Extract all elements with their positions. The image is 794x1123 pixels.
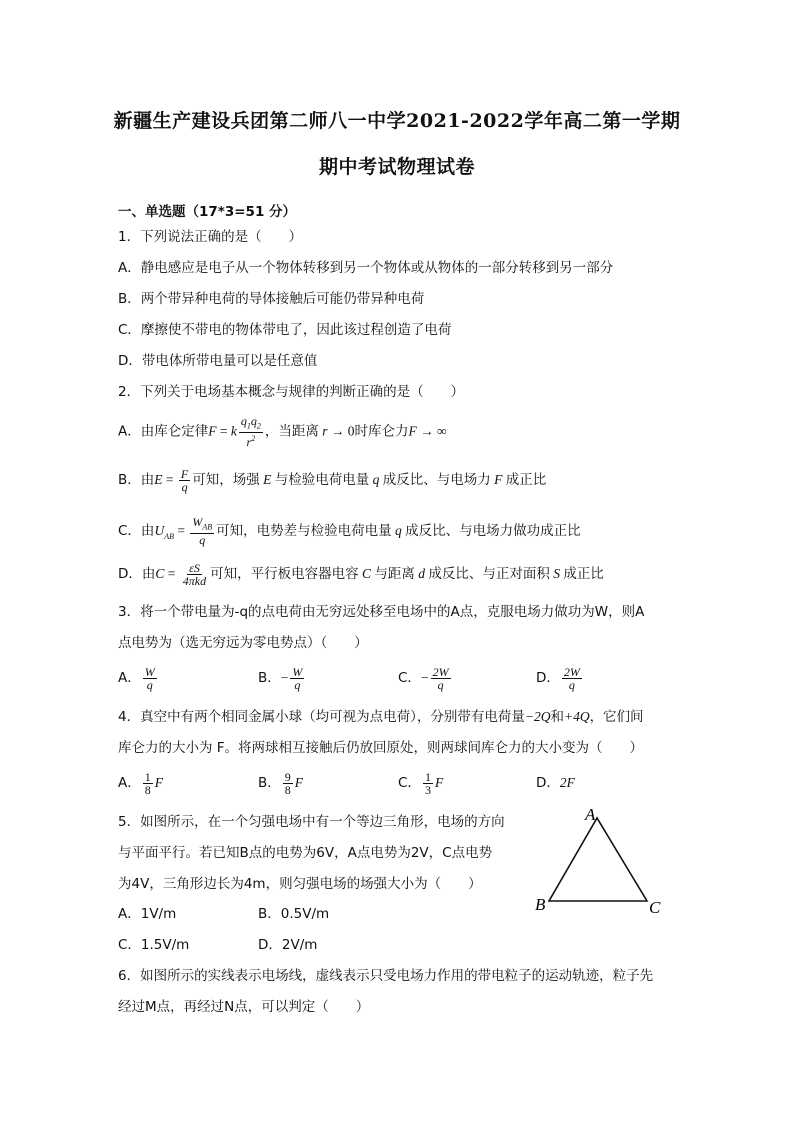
- q2-c-post2: 成反比、与电场力做功成正比: [405, 523, 581, 540]
- q2-b-post2: 与检验电荷电量: [274, 472, 370, 488]
- doc-title-line1: 新疆生产建设兵团第二师八一中学2021-2022学年高二第一学期: [113, 110, 681, 132]
- q2-b-prefix: B．由: [118, 472, 155, 488]
- q4-option-a: A． $\frac{1}{8}$ F: [118, 769, 163, 797]
- q3-c-label: C．: [398, 670, 421, 686]
- q5-option-b: B．0.5V/m: [258, 906, 330, 922]
- vertex-label-b: B: [535, 895, 546, 914]
- coulomb-fraction: $\frac{q_1q_2}{r^2}$: [240, 414, 261, 450]
- q6-line1: 6．如图所示的实线表示电场线，虚线表示只受电场力作用的带电粒子的运动轨迹，粒子先: [118, 968, 654, 984]
- q3-stem-line1: 3．将一个带电量为-q的点电荷由无穷远处移至电场中的A点，克服电场力做功为W，则A: [118, 604, 645, 620]
- q3-option-b: B．− $\frac{W}{q}$: [258, 664, 303, 692]
- q4-and: 和: [550, 709, 564, 725]
- q2-a-mid2: 时库仑力: [354, 423, 409, 440]
- q4-option-d: [536, 767, 575, 799]
- q6-line2: 经过M点，再经过N点，可以判定（ ）: [118, 999, 370, 1015]
- q4-option-c: C． $\frac{1}{3}$ F: [398, 769, 444, 797]
- q3-option-c: C．− $\frac{2W}{q}$: [398, 664, 449, 692]
- q4-c-label: C．: [398, 775, 421, 791]
- q4-d-label: D．: [536, 775, 560, 791]
- q3-b-label: B．: [258, 670, 281, 686]
- q2-c-post1: 可知，电势差与检验电荷电量: [216, 523, 392, 540]
- q2-stem: 2．下列关于电场基本概念与规律的判断正确的是（ ）: [118, 384, 465, 400]
- capacitance-fraction: $\frac{\varepsilon S}{\text{4πkd}}$: [182, 560, 207, 588]
- q1-option-d: D．带电体所带电量可以是任意值: [118, 353, 318, 369]
- q2-d-prefix: D．由: [118, 566, 156, 582]
- q3-a-label: A．: [118, 670, 141, 686]
- q4-d-value: 2F: [559, 775, 575, 790]
- q4-stem-suffix: ，它们间: [589, 709, 644, 725]
- q4-stem-line1: [118, 709, 644, 725]
- q1-option-b: B．两个带异种电荷的导体接触后可能仍带异种电荷: [118, 291, 425, 307]
- doc-title-line2: 期中考试物理试卷: [318, 156, 475, 178]
- q2-option-a: A．由库仑定律F = k $\frac{q_1q_2}{r^2}$ ，当距离 r → 0时库仑力F → ∞: [118, 414, 447, 450]
- q2-b-post4: 成正比: [505, 472, 547, 488]
- q2-option-c: C．由$U_{AB}$ = $\frac{W_{AB}}{q}$ 可知，电势差与检验电荷电量 q 成反比、与电场力做功成正比: [118, 515, 581, 548]
- q4-charge1: −2Q: [524, 709, 551, 724]
- q5-option-d: D．2V/m: [258, 937, 318, 953]
- q5-line2: 与平面平行。若已知B点的电势为6V，A点电势为2V，C点电势: [118, 845, 493, 861]
- q4-option-b: B． $\frac{9}{8}$ F: [258, 769, 304, 797]
- q2-c-prefix: C．由: [118, 523, 155, 540]
- q2-d-post1: 可知，平行板电容器电容: [210, 566, 359, 582]
- vertex-label-a: A: [585, 806, 596, 824]
- q4-charge2: +4Q: [563, 709, 590, 724]
- q2-a-prefix: A．由库仑定律: [118, 423, 209, 440]
- q3-option-d: D． $\frac{2W}{q}$: [536, 664, 580, 692]
- q3-option-a: A． $\frac{W}{q}$: [118, 664, 155, 692]
- q2-d-post4: 成正比: [563, 566, 604, 582]
- q2-d-post3: 成反比、与正对面积: [428, 566, 550, 582]
- q1-stem: 1．下列说法正确的是（ ）: [118, 229, 303, 245]
- vertex-label-c: C: [649, 898, 661, 916]
- q2-option-b: B．由E = $\frac{F}{q}$ 可知，场强 E 与检验电荷电量 q 成反比、与电场力 F 成正比: [118, 466, 547, 494]
- q5-option-c: C．1.5V/m: [118, 937, 190, 953]
- q1-option-c: C．摩擦使不带电的物体带电了，因此该过程创造了电荷: [118, 322, 452, 338]
- q4-a-label: A．: [118, 775, 141, 791]
- q2-option-d: D．由C = $\frac{\varepsilon S}{\text{4πkd}}$ 可知，平行板电容器电容 C 与距离 d 成反比、与正对面积 S 成正比: [118, 560, 604, 588]
- equilateral-triangle-figure: [528, 806, 678, 916]
- q5-option-a: A．1V/m: [118, 906, 177, 922]
- triangle-shape: [549, 818, 647, 901]
- field-fraction: $\frac{F}{q}$: [180, 466, 189, 494]
- q4-stem-line2: 库仑力的大小为 F。将两球相互接触后仍放回原处，则两球间库仑力的大小变为（ ）: [118, 740, 644, 756]
- q2-b-post1: 可知，场强: [192, 472, 260, 488]
- q4-b-label: B．: [258, 775, 281, 791]
- q2-a-mid: ，当距离: [264, 423, 319, 440]
- section-heading: 一、单选题（17*3=51 分）: [118, 204, 297, 220]
- q3-stem-line2: 点电势为（选无穷远为零电势点）（ ）: [118, 635, 368, 651]
- q2-d-post2: 与距离: [374, 566, 415, 582]
- q2-b-post3: 成反比、与电场力: [382, 472, 491, 488]
- q5-line1: 5．如图所示，在一个匀强电场中有一个等边三角形，电场的方向: [118, 814, 505, 830]
- q1-option-a: A．静电感应是电子从一个物体转移到另一个物体或从物体的一部分转移到另一部分: [118, 260, 614, 276]
- potential-fraction: $\frac{W_{AB}}{q}$: [192, 515, 213, 548]
- q4-stem-prefix: 4．真空中有两个相同金属小球（均可视为点电荷），分别带有电荷量: [118, 709, 525, 725]
- q3-d-label: D．: [536, 670, 560, 686]
- q5-line3: 为4V，三角形边长为4m，则匀强电场的场强大小为（ ）: [118, 876, 482, 892]
